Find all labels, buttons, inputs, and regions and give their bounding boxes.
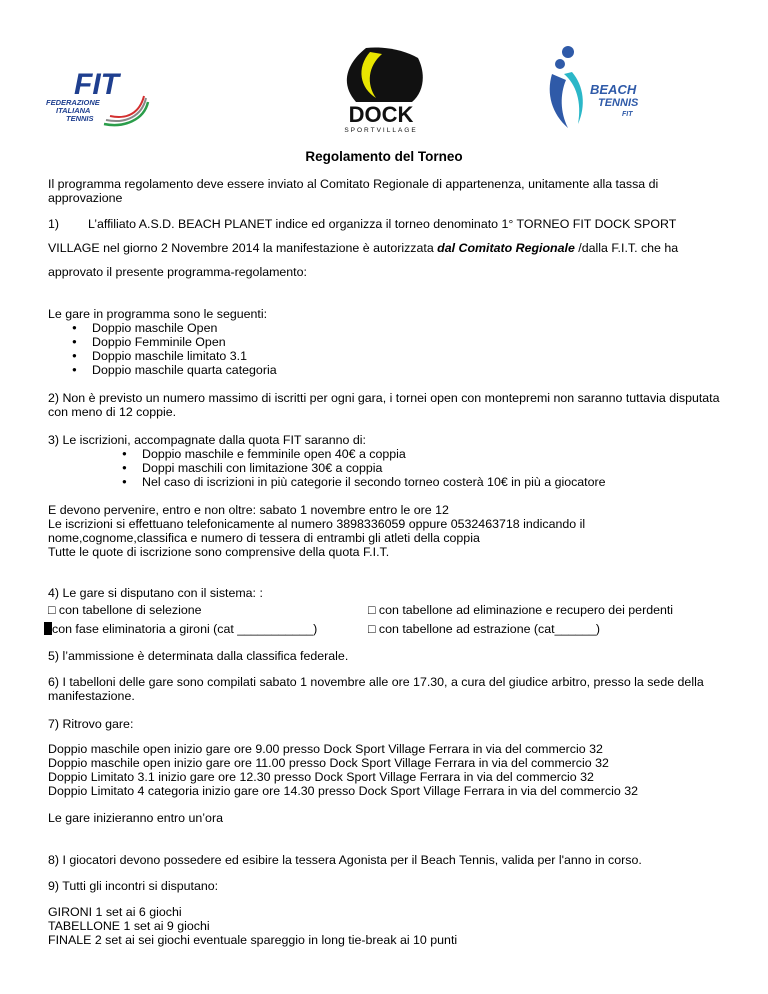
quote-list — [48, 447, 720, 489]
deadline-line1: E devono pervenire, entro e non oltre: sabato 1 novembre entro le ore 12 — [48, 503, 449, 517]
header-logos — [0, 0, 768, 140]
list-item: GIRONI 1 set ai 6 giochi — [48, 905, 182, 919]
list-item: Doppio maschile open inizio gare ore 11.00 presso Dock Sport Village Ferrara in via del commercio 32 — [48, 756, 609, 770]
option-fase-gironi-label: con fase eliminatoria a gironi (cat ___________) — [52, 622, 318, 636]
fit-logo-line1: FEDERAZIONE — [46, 98, 100, 107]
option-eliminazione-recupero[interactable]: □ con tabellone ad eliminazione e recupero dei perdenti — [368, 603, 674, 617]
fit-logo-line2: ITALIANA — [56, 106, 91, 115]
list-item: ● Doppio maschile Open — [48, 321, 720, 335]
list-item: ● Doppio maschile e femminile open 40€ a coppia — [48, 447, 720, 461]
gare-heading: Le gare in programma sono le seguenti: — [48, 307, 268, 321]
section-9-heading: 9) Tutti gli incontri si disputano: — [48, 879, 219, 893]
list-item: FINALE 2 set ai sei giochi eventuale spareggio in long tie-break ai 10 punti — [48, 933, 458, 947]
incontri-list — [48, 905, 720, 947]
section-6: 6) I tabelloni delle gare sono compilati sabato 1 novembre alle ore 17.30, a cura del giudice arbitro, presso la sede della manifestazione. — [48, 675, 704, 703]
section-1-line2b: dal Comitato Regionale — [437, 241, 575, 255]
deadline-block — [48, 503, 720, 559]
ritrovo-list — [48, 742, 720, 798]
list-item: ● Doppio maschile limitato 3.1 — [48, 349, 720, 363]
list-item: ● Doppio maschile quarta categoria — [48, 363, 720, 377]
section-1-line2 — [48, 241, 720, 255]
list-item: Doppio maschile open inizio gare ore 9.00 presso Dock Sport Village Ferrara in via del commercio 32 — [48, 742, 603, 756]
section-3-heading: 3) Le iscrizioni, accompagnate dalla quota FIT saranno di: — [48, 433, 366, 447]
list-item: Doppio Limitato 3.1 inizio gare ore 12.30 presso Dock Sport Village Ferrara in via del commercio 32 — [48, 770, 594, 784]
dock-logo-sub: SPORTVILLAGE — [344, 127, 418, 134]
beach-tennis-logo — [546, 44, 656, 136]
section-1-line2a: VILLAGE nel giorno 2 Novembre 2014 la manifestazione è autorizzata — [48, 241, 438, 255]
deadline-line4: Tutte le quote di iscrizione sono comprensive della quota F.I.T. — [48, 545, 390, 559]
section-3 — [48, 433, 720, 489]
fit-logo-main: FIT — [74, 68, 119, 101]
fit-logo — [44, 68, 164, 130]
section-8: 8) I giocatori devono possedere ed esibire la tessera Agonista per il Beach Tennis, valida per l'anno in corso. — [48, 853, 642, 867]
option-tabellone-selezione[interactable]: □ con tabellone di selezione — [48, 603, 202, 617]
section-5: 5) l’ammissione è determinata dalla classifica federale. — [48, 649, 349, 663]
section-1-number: 1) — [48, 217, 60, 231]
list-item: ● Doppi maschili con limitazione 30€ a coppia — [48, 461, 720, 475]
section-1-line3: approvato il presente programma-regolamento: — [48, 265, 307, 279]
section-7-heading: 7) Ritrovo gare: — [48, 717, 134, 731]
list-item: ● Nel caso di iscrizioni in più categorie il secondo torneo costerà 10€ in più a giocatore — [48, 475, 720, 489]
section-2: 2) Non è previsto un numero massimo di iscritti per ogni gara, i tornei open con montepremi non saranno tuttavia disputata con meno di 12 coppie. — [48, 391, 720, 419]
dock-logo — [326, 44, 436, 136]
beach-logo-line2: TENNIS — [598, 97, 639, 109]
section-1-line1: L’affiliato A.S.D. BEACH PLANET indice ed organizza il torneo denominato 1° TORNEO FIT DOCK SPORT — [88, 217, 677, 231]
list-item: ● Doppio Femminile Open — [48, 335, 720, 349]
fit-logo-line3: TENNIS — [66, 114, 94, 123]
dock-logo-main: DOCK — [348, 102, 414, 127]
section-1-line2c: /dalla F.I.T. che ha — [574, 241, 679, 255]
document-title: Regolamento del Torneo — [305, 149, 463, 164]
list-item: TABELLONE 1 set ai 9 giochi — [48, 919, 210, 933]
section-7-note: Le gare inizieranno entro un’ora — [48, 811, 223, 825]
beach-logo-line3: FIT — [622, 111, 633, 118]
beach-logo-line1: BEACH — [590, 82, 637, 97]
gare-list — [48, 321, 720, 377]
deadline-line2: Le iscrizioni si effettuano telefonicamente al numero 3898336059 oppure 0532463718 indicando il — [48, 517, 586, 531]
gare-section — [48, 307, 720, 377]
intro-paragraph: Il programma regolamento deve essere inviato al Comitato Regionale di appartenenza, unitamente alla tassa di approvazione — [48, 177, 659, 205]
list-item: Doppio Limitato 4 categoria inizio gare ore 14.30 presso Dock Sport Village Ferrara in via del commercio 32 — [48, 784, 639, 798]
checked-box-icon — [44, 622, 52, 635]
deadline-line3: nome,cognome,classifica e numero di tessera di entrambi gli atleti della coppia — [48, 531, 480, 545]
option-tabellone-estrazione[interactable]: □ con tabellone ad estrazione (cat______) — [368, 622, 601, 636]
option-fase-gironi[interactable] — [48, 622, 317, 636]
section-4-heading: 4) Le gare si disputano con il sistema: : — [48, 586, 263, 600]
